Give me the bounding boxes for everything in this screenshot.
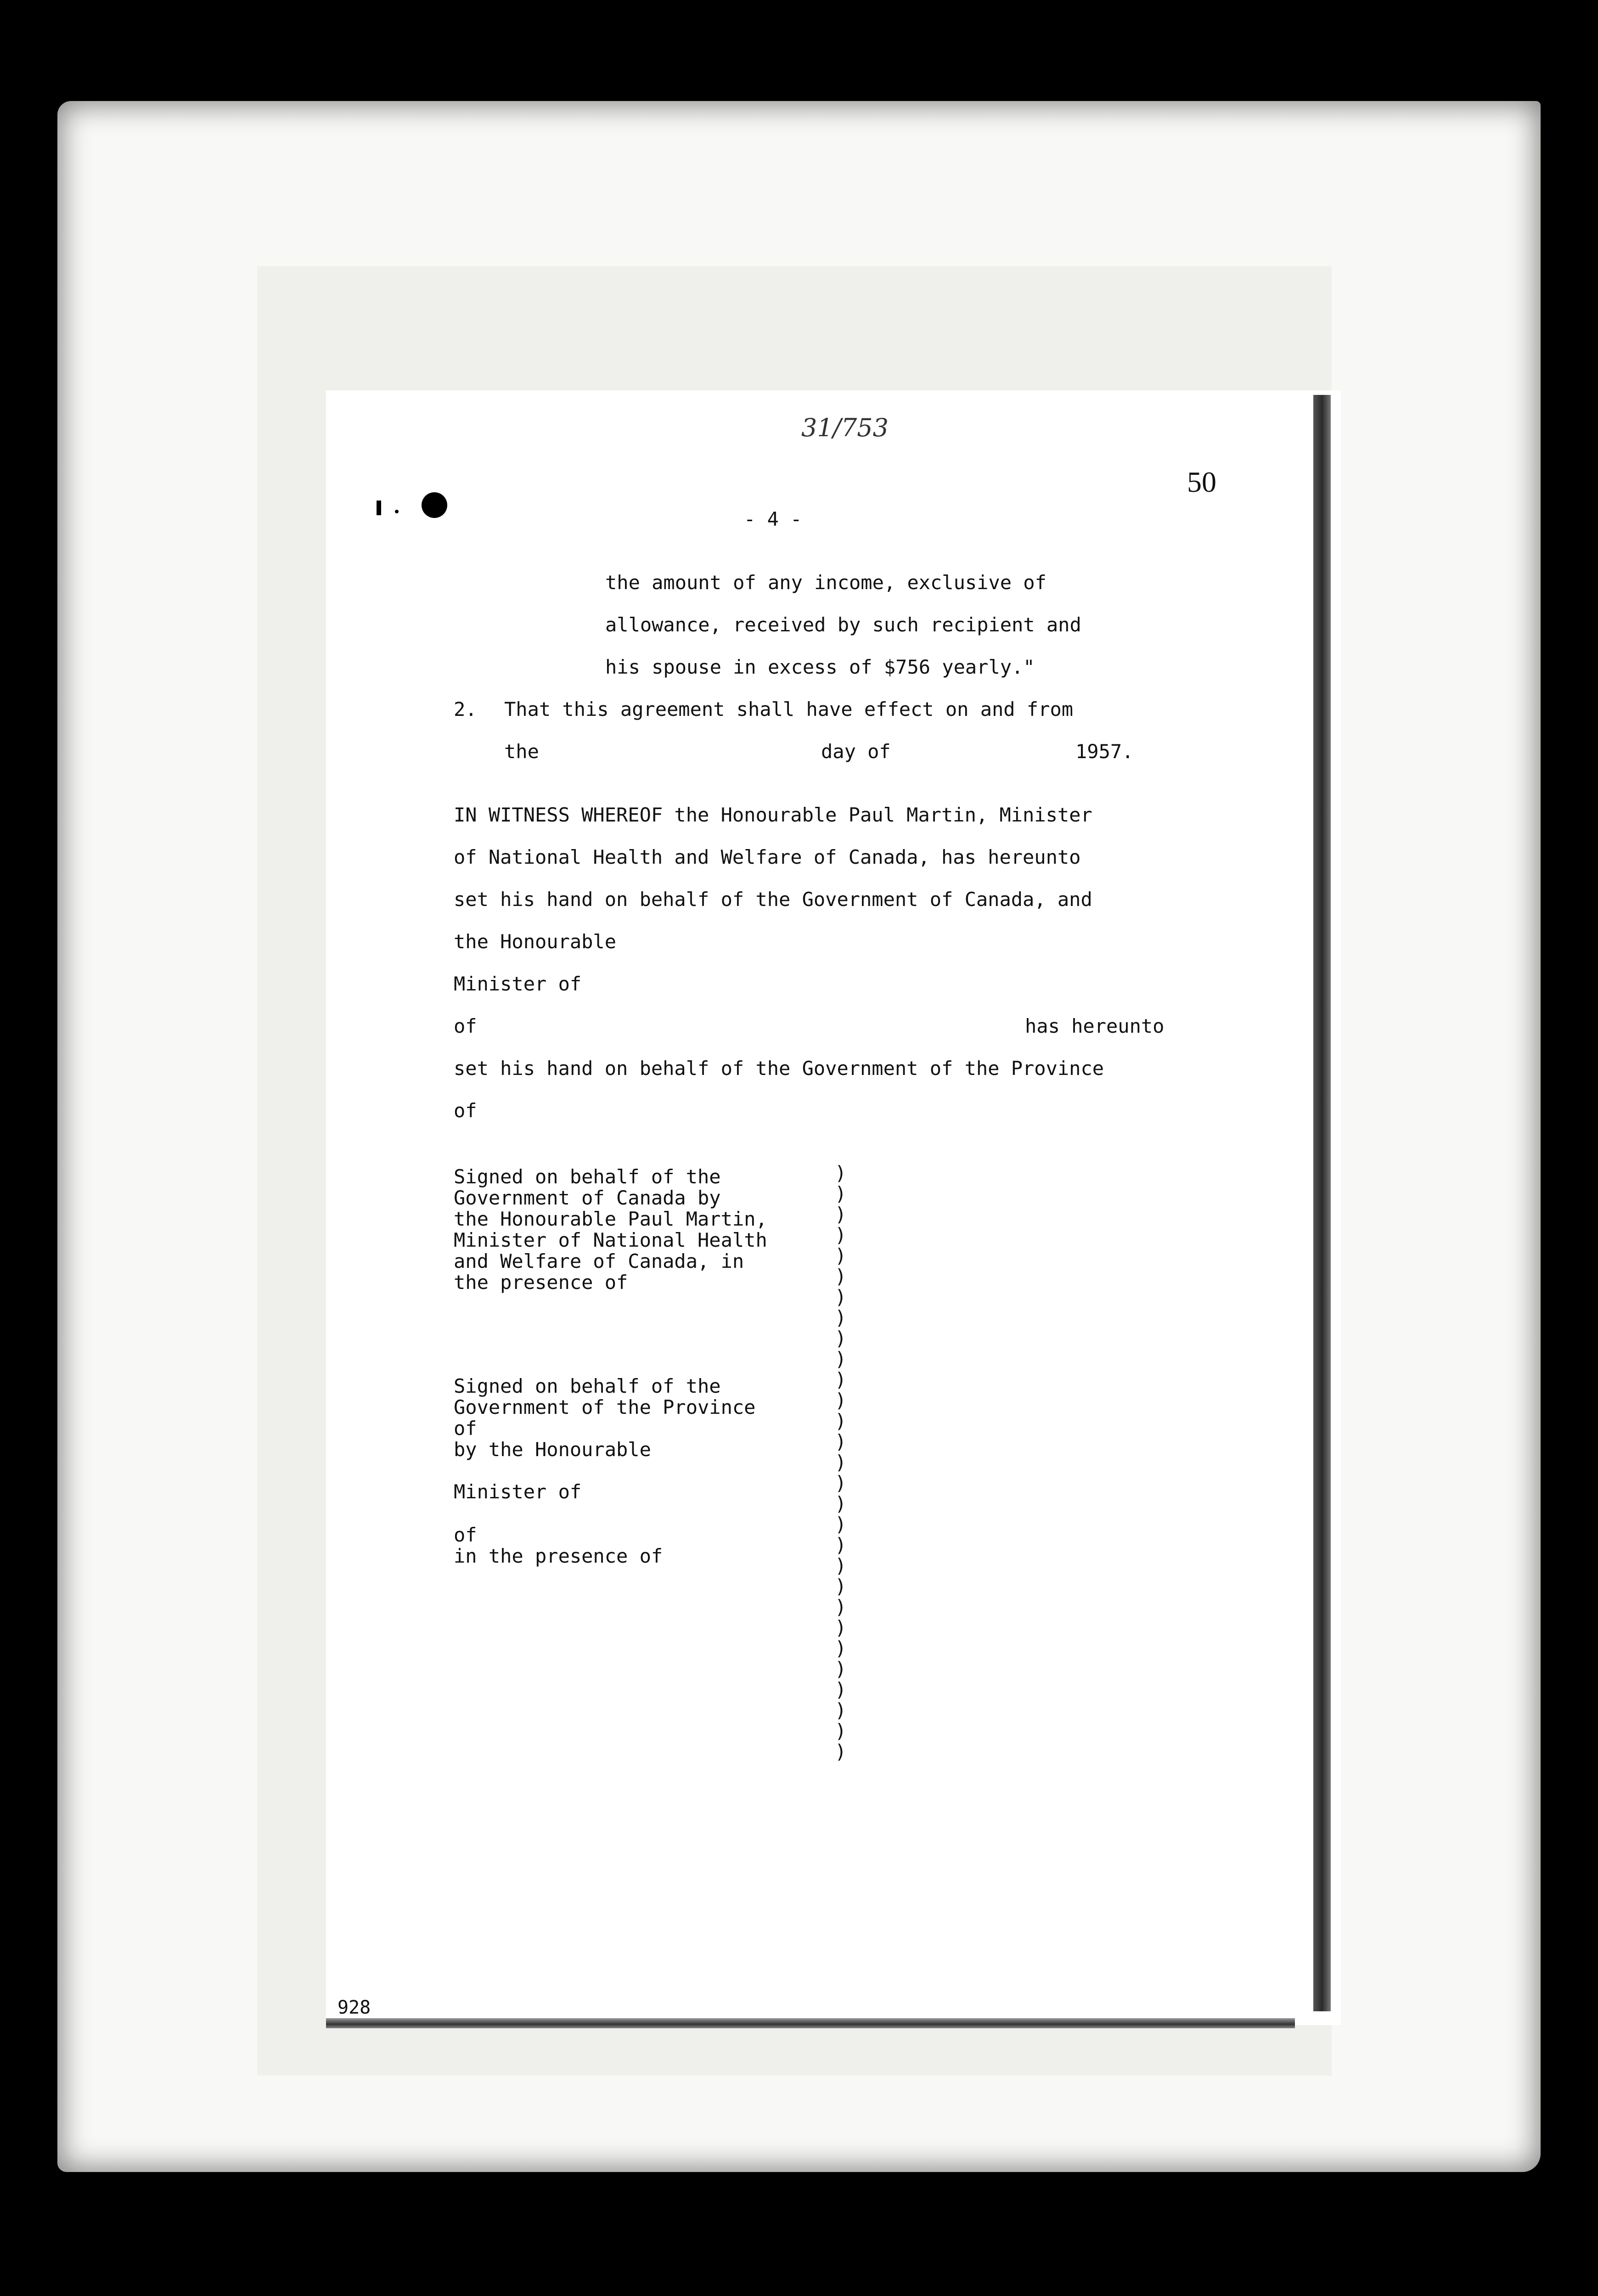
page-edge-shadow <box>1313 395 1331 2011</box>
quote-line-3: his spouse in excess of $756 yearly." <box>605 656 1035 678</box>
witness-line-1: IN WITNESS WHEREOF the Honourable Paul Martin, Minister <box>454 804 1092 826</box>
folio-number: 50 <box>1187 466 1216 498</box>
canada-sig-line: Government of Canada by <box>454 1187 721 1209</box>
province-signature-block-end <box>454 1525 663 1567</box>
witness-line-4: the Honourable <box>454 930 617 953</box>
clause-day-of: day of <box>821 740 891 763</box>
handwritten-reference: 31/753 <box>801 413 889 442</box>
province-sig-line: by the Honourable <box>454 1438 651 1461</box>
clause-the: the <box>504 740 539 763</box>
witness-line-8: of <box>454 1099 477 1122</box>
signature-brace: ) ) ) ) ) ) ) ) ) ) ) ) ) ) ) ) ) ) ) ) ) ) ) ) ) ) ) ) ) <box>835 1162 847 1763</box>
witness-line-2: of National Health and Welfare of Canada, has hereunto <box>454 846 1081 868</box>
canada-sig-line: Minister of National Health <box>454 1229 767 1251</box>
scan-speck <box>377 501 381 515</box>
province-sig-line: Government of the Province <box>454 1396 756 1418</box>
quote-line-1: the amount of any income, exclusive of <box>605 571 1047 594</box>
canada-sig-line: the presence of <box>454 1271 628 1294</box>
province-sig-line: of <box>454 1417 477 1440</box>
witness-line-3: set his hand on behalf of the Government of Canada, and <box>454 888 1092 911</box>
province-signature-block <box>454 1376 755 1460</box>
canada-signature-block <box>454 1166 767 1293</box>
canada-sig-line: Signed on behalf of the <box>454 1165 721 1188</box>
witness-line-5: Minister of <box>454 973 582 995</box>
clause-year: 1957. <box>1075 740 1134 763</box>
witness-line-6-start: of <box>454 1015 477 1037</box>
canada-sig-line: the Honourable Paul Martin, <box>454 1208 767 1230</box>
punch-hole <box>422 492 447 518</box>
province-sig-line: in the presence of <box>454 1545 663 1567</box>
province-sig-line: of <box>454 1524 477 1546</box>
province-minister-of: Minister of <box>454 1480 582 1503</box>
canada-sig-line: and Welfare of Canada, in <box>454 1250 744 1272</box>
clause-number: 2. <box>454 698 477 720</box>
province-sig-line: Signed on behalf of the <box>454 1375 721 1397</box>
clause-text: That this agreement shall have effect on and from <box>504 698 1074 720</box>
frame-number: 928 <box>338 1997 371 2018</box>
witness-line-6-end: has hereunto <box>1025 1015 1165 1037</box>
page-bottom-edge <box>326 2018 1295 2028</box>
page-number: - 4 - <box>744 508 802 530</box>
witness-line-7: set his hand on behalf of the Government of the Province <box>454 1057 1104 1080</box>
quote-line-2: allowance, received by such recipient and <box>605 613 1081 636</box>
scan-speck <box>395 510 399 513</box>
